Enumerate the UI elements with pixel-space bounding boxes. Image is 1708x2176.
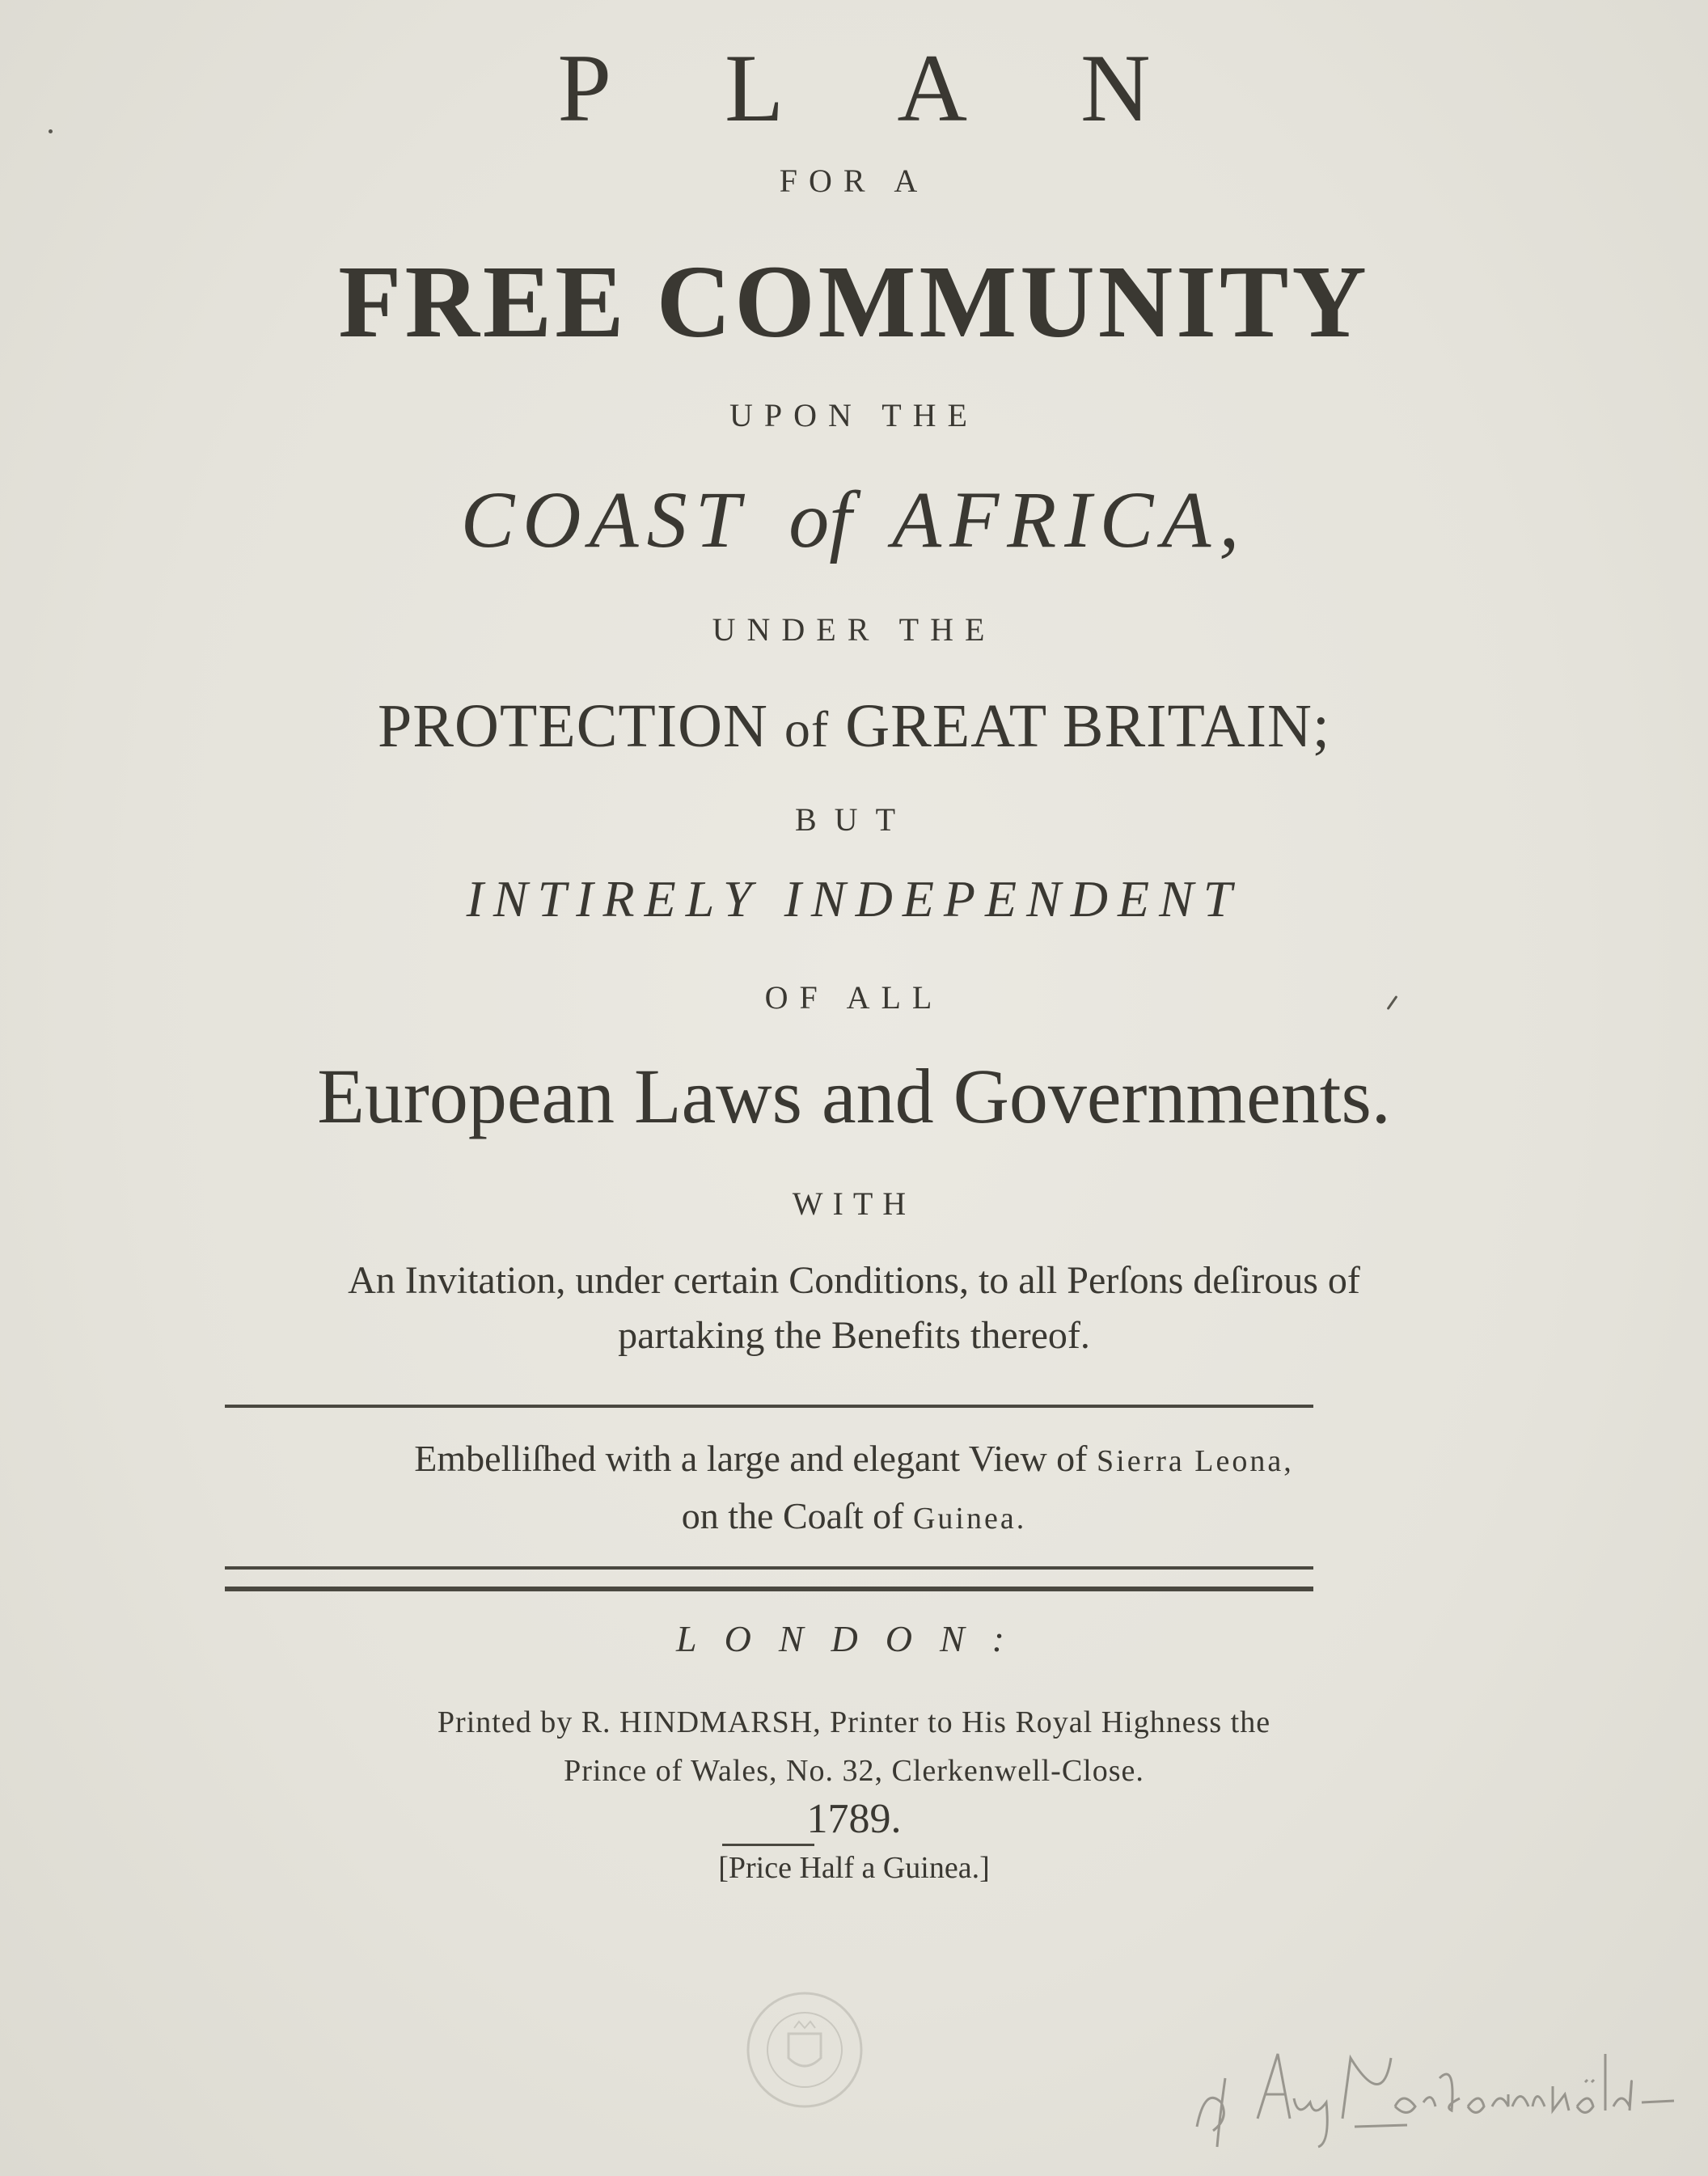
- guinea-text: Guinea.: [912, 1502, 1027, 1536]
- year-underline: [722, 1844, 814, 1846]
- upon-the-line: UPON THE: [729, 397, 979, 433]
- coast-word: COAST: [460, 475, 749, 564]
- printer-line-1: Printed by R. HINDMARSH, Printer to His Royal Highness the: [437, 1705, 1271, 1739]
- protection-heading: [0, 691, 1708, 762]
- london-imprint: LONDON:: [676, 1618, 1032, 1659]
- of-all-line: OF ALL: [764, 979, 944, 1016]
- sierra-leona-text: Sierra Leona,: [1097, 1444, 1294, 1478]
- price-line: [Price Half a Guinea.]: [718, 1851, 990, 1885]
- embellished-text: Embelliſhed with a large and elegant View of: [414, 1438, 1097, 1479]
- for-a-line: FOR A: [779, 163, 929, 199]
- library-stamp-icon: [744, 1989, 865, 2111]
- free-community-heading: FREE COMMUNITY: [338, 244, 1370, 359]
- of-word-2: of: [784, 700, 830, 758]
- invitation-paragraph: [0, 1253, 1708, 1363]
- coast-of-text: on the Coaſt of: [681, 1495, 913, 1536]
- double-rule-bottom: [225, 1587, 1313, 1591]
- of-word: of: [788, 475, 852, 564]
- with-line: WITH: [792, 1185, 916, 1222]
- paper-speck: [49, 129, 53, 133]
- great-britain-word: GREAT BRITAIN;: [845, 692, 1330, 760]
- invitation-line-1: An Invitation, under certain Conditions, to all Perſons deſirous of: [348, 1259, 1360, 1302]
- coast-of-africa-heading: [0, 473, 1708, 566]
- embellished-line-2: [0, 1489, 1708, 1546]
- embellished-paragraph: [0, 1431, 1708, 1546]
- handwritten-signature-icon: [1189, 2030, 1690, 2151]
- under-the-line: UNDER THE: [712, 611, 996, 648]
- embellished-line-1: [0, 1431, 1708, 1489]
- protection-word: PROTECTION: [378, 692, 768, 760]
- invitation-line-2: partaking the Benefits thereof.: [618, 1314, 1090, 1357]
- title-plan: PLAN: [557, 34, 1264, 142]
- printer-imprint: [0, 1698, 1708, 1795]
- european-laws-heading: European Laws and Governments.: [317, 1053, 1391, 1139]
- printer-line-2: Prince of Wales, No. 32, Clerkenwell-Close.: [564, 1754, 1144, 1788]
- publication-year: 1789.: [806, 1796, 902, 1842]
- but-line: BUT: [795, 801, 913, 838]
- africa-word: AFRICA,: [892, 475, 1248, 564]
- divider-rule: [225, 1405, 1313, 1408]
- double-rule-top: [225, 1566, 1313, 1570]
- intirely-independent-heading: INTIRELY INDEPENDENT: [466, 870, 1242, 927]
